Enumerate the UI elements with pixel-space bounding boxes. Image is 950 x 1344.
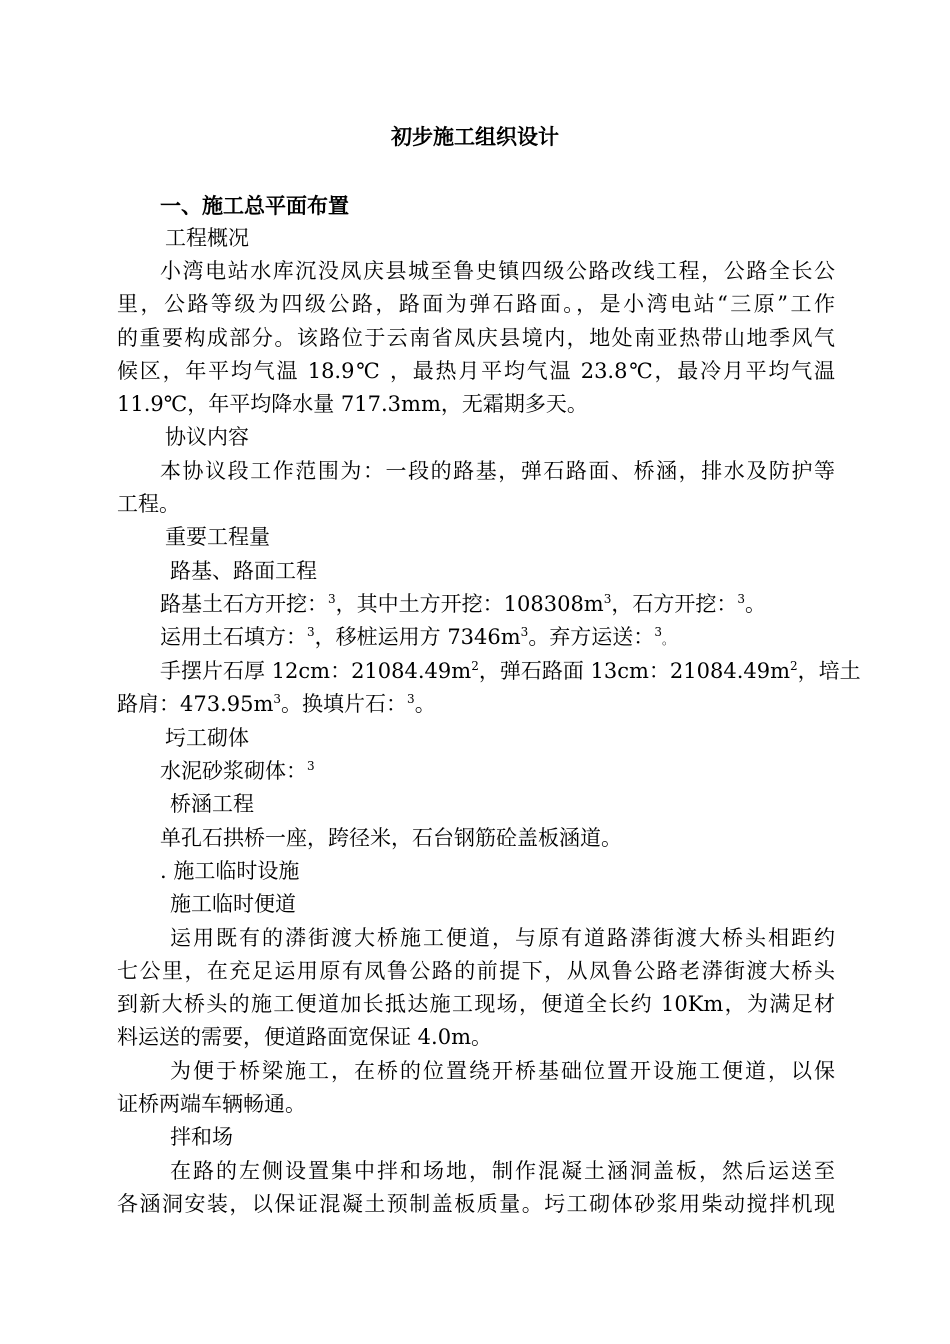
roadbed-line-2-d: 。: [661, 633, 674, 647]
bridge-road-line-2: 证桥两端车辆畅通。: [117, 1092, 306, 1116]
roadbed-line-1: [160, 588, 835, 621]
roadbed-line-2-c: 。弃方运送：: [528, 625, 655, 649]
subheading-mixing-plant: 拌和场: [170, 1125, 233, 1149]
superscript-3: 3: [654, 625, 662, 639]
subheading-bridge: 桥涵工程: [170, 792, 254, 816]
roadbed-line-4-c: 。: [414, 692, 436, 716]
superscript-3: 3: [520, 625, 529, 639]
overview-line-2: 里，公路等级为四级公路，路面为弹石路面。，是小湾电站“三原”工作: [117, 292, 835, 316]
temp-road-line-3: 到新大桥头的施工便道加长抵达施工现场，便道全长约 10Km，为满足材: [117, 992, 835, 1016]
subheading-temporary-facilities: . 施工临时设施: [160, 859, 300, 883]
roadbed-line-2-a: 运用土石填方：: [160, 625, 307, 649]
roadbed-line-3-a: 手摆片石厚 12cm：21084.49m: [160, 659, 472, 683]
temp-road-line-4: 料运送的需要，便道路面宽保证 4.0m。: [117, 1025, 492, 1049]
roadbed-line-3-b: ，弹石路面 13cm：21084.49m: [478, 659, 791, 683]
temp-road-line-1: 运用既有的漭街渡大桥施工便道，与原有道路漭街渡大桥头相距约: [170, 926, 835, 950]
agreement-line-2: 工程。: [117, 492, 180, 516]
roadbed-line-4-b: 。换填片石：: [281, 692, 408, 716]
overview-line-4: 候区，年平均气温 18.9℃ ，最热月平均气温 23.8℃，最冷月平均气温: [117, 359, 835, 383]
agreement-line-1: 本协议段工作范围为：一段的路基，弹石路面、桥涵，排水及防护等: [160, 459, 835, 483]
roadbed-line-1-a: 路基土石方开挖：: [160, 592, 328, 616]
superscript-3: 3: [407, 692, 415, 706]
document-title: 初步施工组织设计: [391, 124, 559, 149]
superscript-3: 3: [737, 592, 745, 606]
superscript-3: 3: [328, 592, 336, 606]
superscript-3: 3: [307, 759, 315, 773]
masonry-line-text: 水泥砂浆砌体：: [160, 759, 307, 783]
subheading-temporary-road: 施工临时便道: [170, 892, 296, 916]
roadbed-line-3-c: ，培土: [797, 659, 861, 683]
subheading-masonry: 圬工砌体: [165, 726, 249, 750]
roadbed-line-2: [160, 621, 835, 657]
roadbed-line-2-b: ，移桩运用方 7346m: [314, 625, 521, 649]
roadbed-line-1-d: 。: [745, 592, 766, 616]
subheading-roadbed: 路基、路面工程: [170, 559, 317, 583]
overview-line-3: 的重要构成部分。该路位于云南省凤庆县境内，地处南亚热带山地季风气: [117, 326, 835, 350]
bridge-line: 单孔石拱桥一座，跨径米，石台钢筋砼盖板涵道。: [160, 826, 622, 850]
superscript-3: 3: [273, 692, 282, 706]
subheading-quantities: 重要工程量: [165, 525, 270, 549]
section-heading-site-layout: 一、施工总平面布置: [160, 193, 349, 218]
masonry-line: [160, 755, 835, 788]
superscript-2: 2: [790, 659, 798, 673]
superscript-3: 3: [603, 592, 612, 606]
roadbed-line-4-a: 路肩：473.95m: [117, 692, 274, 716]
roadbed-line-4: [117, 688, 835, 721]
subheading-overview: 工程概况: [165, 226, 249, 250]
roadbed-line-1-c: ，石方开挖：: [611, 592, 738, 616]
temp-road-line-2: 七公里，在充足运用原有凤鲁公路的前提下，从凤鲁公路老漭街渡大桥头: [117, 959, 835, 983]
bridge-road-line-1: 为便于桥梁施工，在桥的位置绕开桥基础位置开设施工便道，以保: [170, 1059, 835, 1083]
mixing-line-1: 在路的左侧设置集中拌和场地，制作混凝土涵洞盖板，然后运送至: [170, 1159, 835, 1183]
roadbed-line-1-b: ，其中土方开挖：108308m: [335, 592, 604, 616]
subheading-agreement: 协议内容: [165, 425, 249, 449]
superscript-3: 3: [307, 625, 315, 639]
overview-line-5: 11.9℃，年平均降水量 717.3mm，无霜期多天。: [117, 392, 588, 416]
roadbed-line-3: [160, 655, 861, 688]
superscript-2: 2: [471, 659, 479, 673]
overview-line-1: 小湾电站水库沉没凤庆县城至鲁史镇四级公路改线工程，公路全长公: [160, 259, 835, 283]
mixing-line-2: 各涵洞安装，以保证混凝土预制盖板质量。圬工砌体砂浆用柴动搅拌机现: [117, 1192, 835, 1216]
